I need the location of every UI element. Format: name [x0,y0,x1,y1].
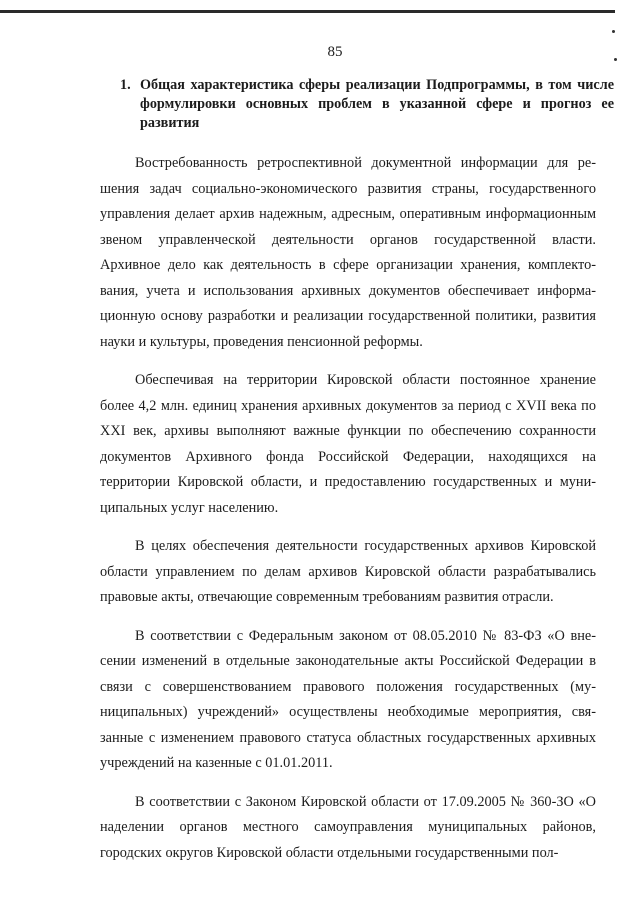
page-number: 85 [327,44,343,60]
paragraph: В соответствии с Законом Кировской области от 17.09.2005 № 360-ЗО «О наделении органов местного самоуправления муниципальных районов, городских округов Кировской области отдельными государственными пол- [100,793,596,861]
scan-speck [612,30,615,33]
section-number: 1. [120,77,131,93]
paragraph: В целях обеспечения деятельности государственных архивов Кировской области управлением по делам архивов Кировской области разрабатывались правовые акты, отвечающие современным требованиям развития отрасли. [100,538,596,605]
paragraph: Обеспечивая на территории Кировской области постоянное хранение более 4,2 млн. единиц хранения архивных документов за период с XVII века по XXI век, архивы выполняют важные функции по обеспечению сохранности документов Архивного фонда Российской Федерации, находящихся на территории Кировской области, и предоставлению государственных и муниципальных услуг населению. [100,372,596,516]
section-title: Общая характеристика сферы реализации Подпрограммы, в том числе формулировки основных проблем в указанной сфере и прогноз ее развития [140,77,614,131]
scan-top-border [0,10,615,13]
section-heading [120,76,614,133]
paragraph: Востребованность ретроспективной документной информации для решения задач социально-экономического развития страны, государственного управления делает архив надежным, адресным, оперативным информационным звеном управленческой деятельности органов государственной власти. Архивное дело как деятельность в сфере организации хранения, комплектования, учета и использования архивных документов обеспечивает информационную основу разработки и реализации государственной политики, развития науки и культуры, проведения пенсионной реформы. [100,155,596,350]
document-body [100,151,596,866]
paragraph: В соответствии с Федеральным законом от 08.05.2010 № 83-ФЗ «О внесении изменений в отдельные законодательные акты Российской Федерации в связи с совершенствованием правового положения государственных (муниципальных) учреждений» осуществлены необходимые мероприятия, связанные с изменением правового статуса областных государственных архивных учреждений на казенные с 01.01.2011. [100,627,596,771]
